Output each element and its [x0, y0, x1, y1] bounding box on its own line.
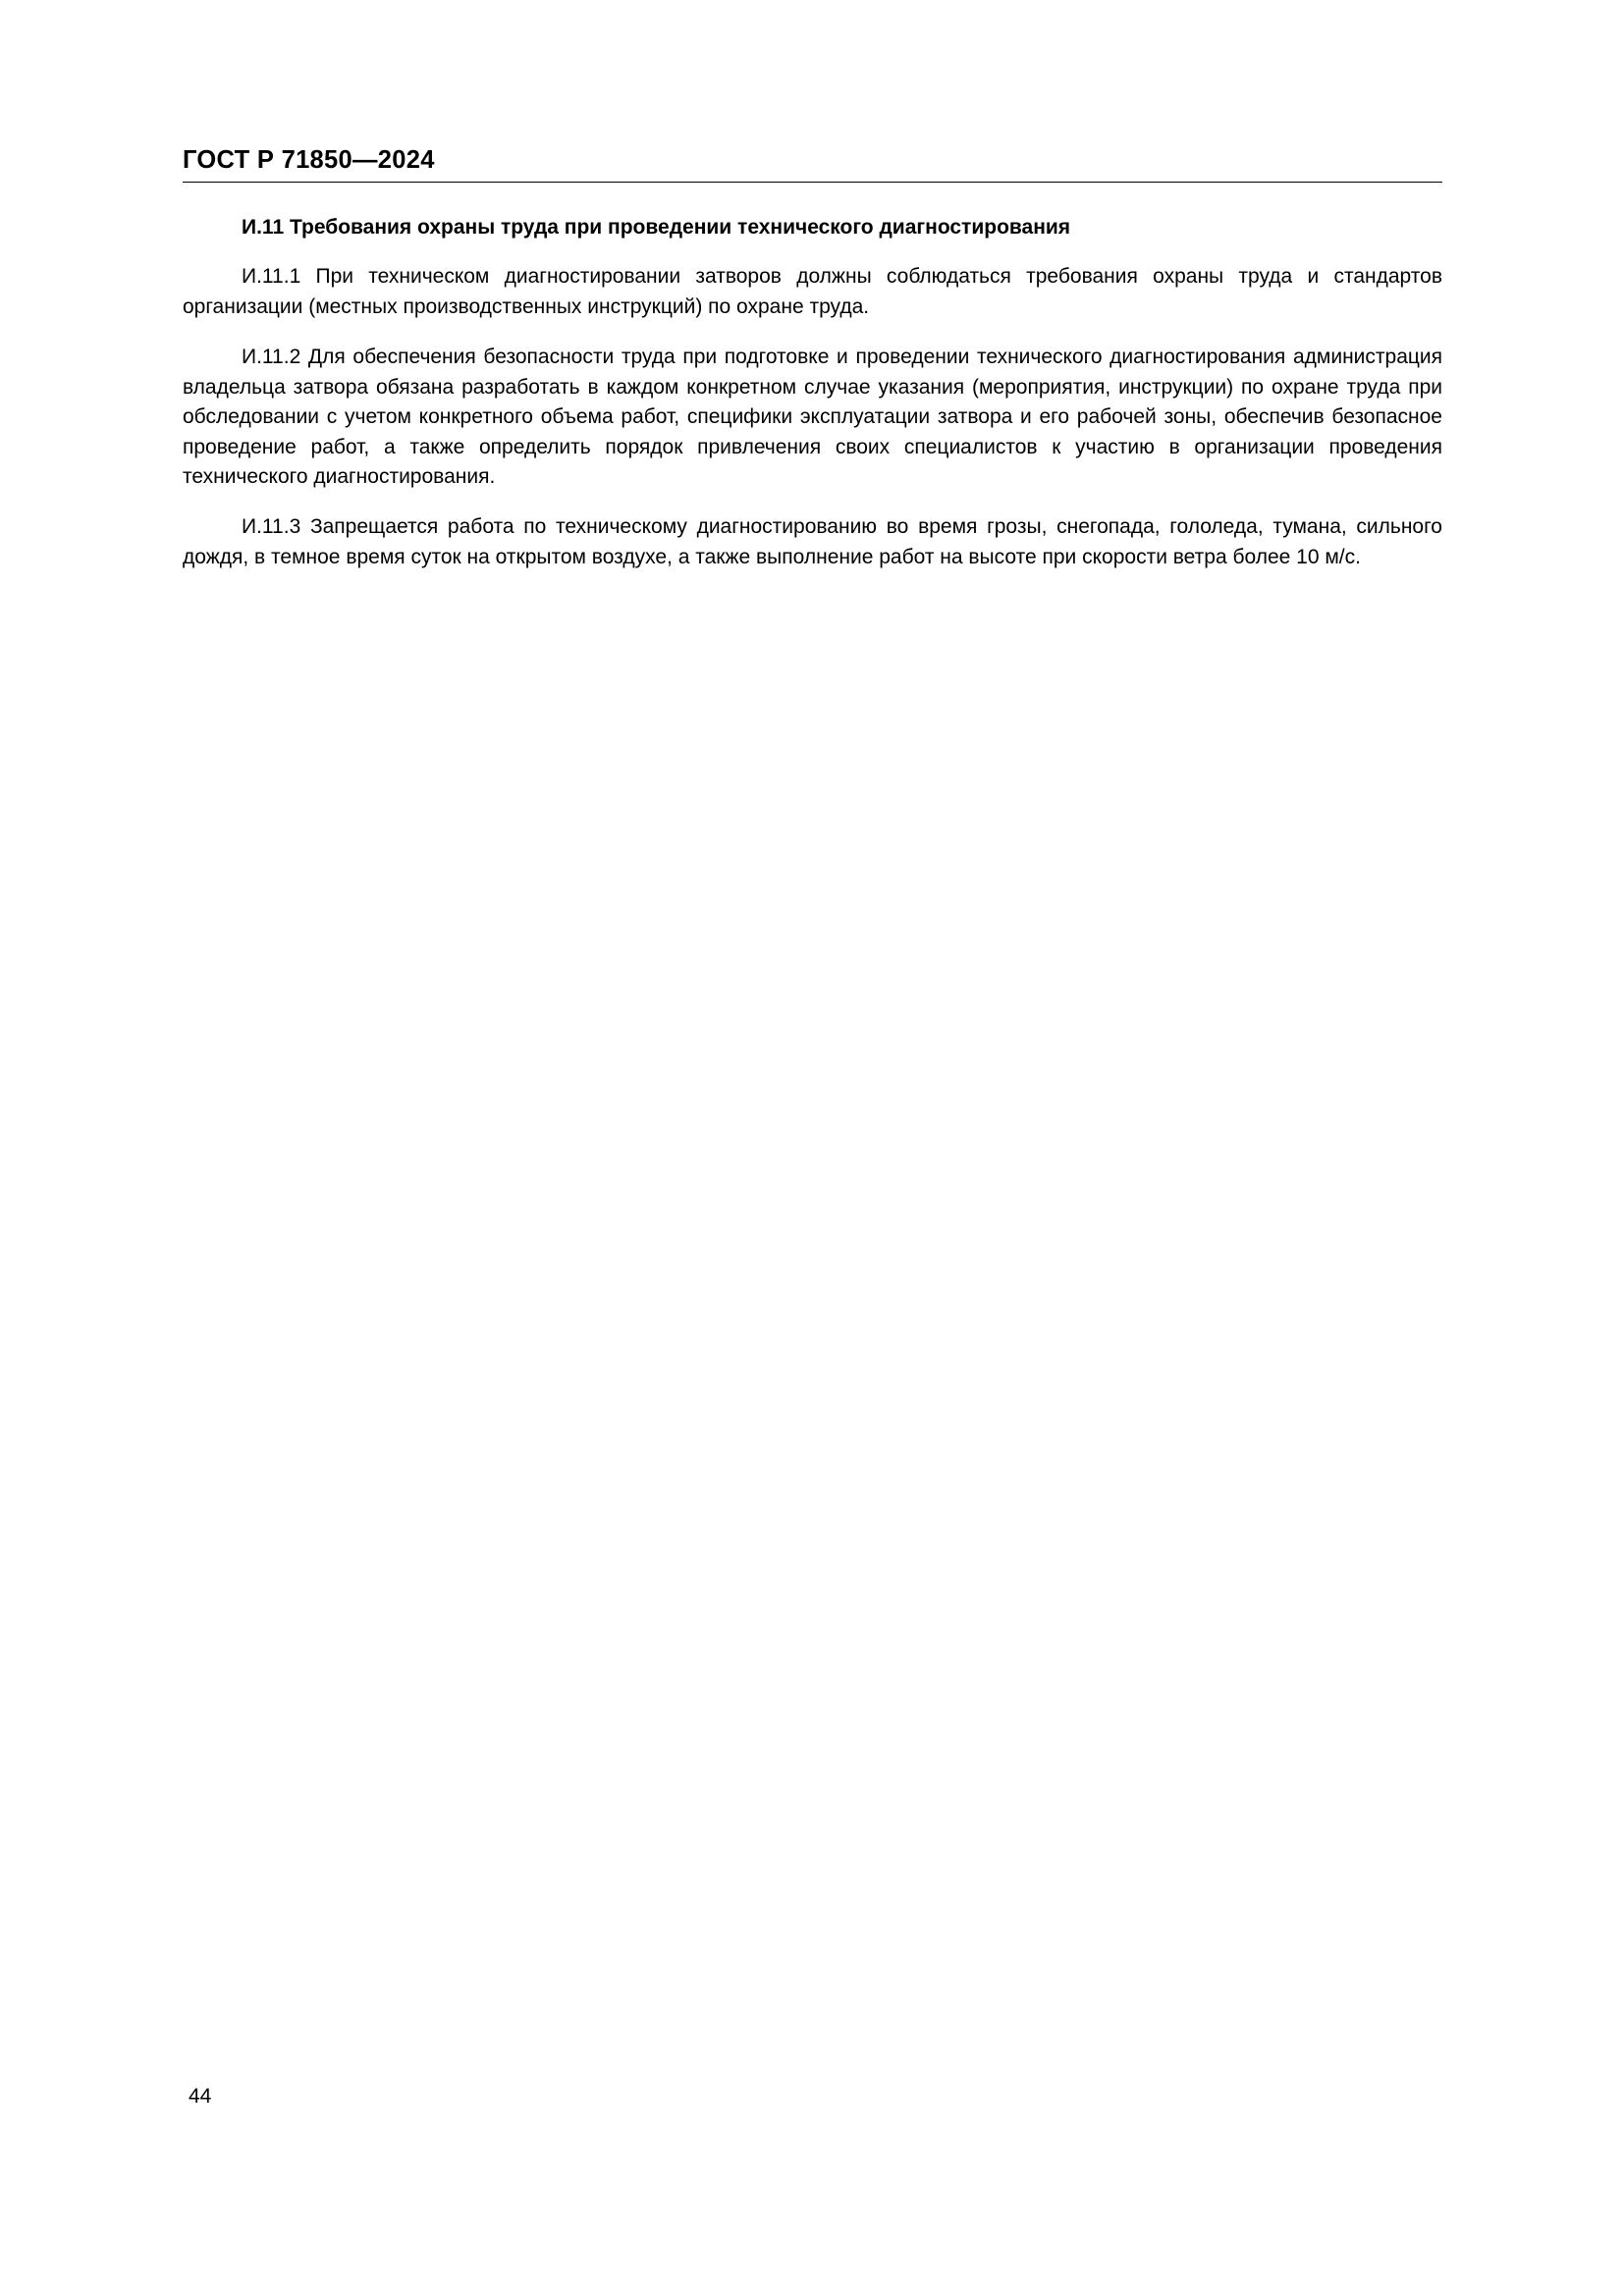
- page-header: [183, 145, 1459, 183]
- page-number: 44: [189, 2085, 212, 2108]
- page-content: [183, 214, 1442, 572]
- paragraph-1: И.11.1 При техническом диагностировании затворов должны соблюдаться требования охраны труда и стандартов организации (местных производственных инструкций) по охране труда.: [183, 265, 1442, 318]
- paragraph-2: И.11.2 Для обеспечения безопасности труда при подготовке и проведении технического диагностирования администрация владельца затвора обязана разработать в каждом конкретном случае указания (мероприятия, инструкции) по охране труда при обследовании с учетом конкретного объема работ, специфики эксплуатации затвора и его рабочей зоны, обеспечив безопасное проведение работ, а также определить порядок привлечения своих специалистов к участию в организации проведения технического диагностирования.: [183, 346, 1442, 488]
- section-heading: И.11 Требования охраны труда при проведении технического диагностирования: [242, 216, 1071, 239]
- standard-designation: ГОСТ Р 71850—2024: [183, 146, 435, 174]
- paragraph-3: И.11.3 Запрещается работа по техническому диагностированию во время грозы, снегопада, гололеда, тумана, сильного дождя, в темное время суток на открытом воздухе, а также выполнение работ на высоте при скорости ветра более 10 м/с.: [183, 515, 1442, 568]
- header-divider: [183, 182, 1442, 184]
